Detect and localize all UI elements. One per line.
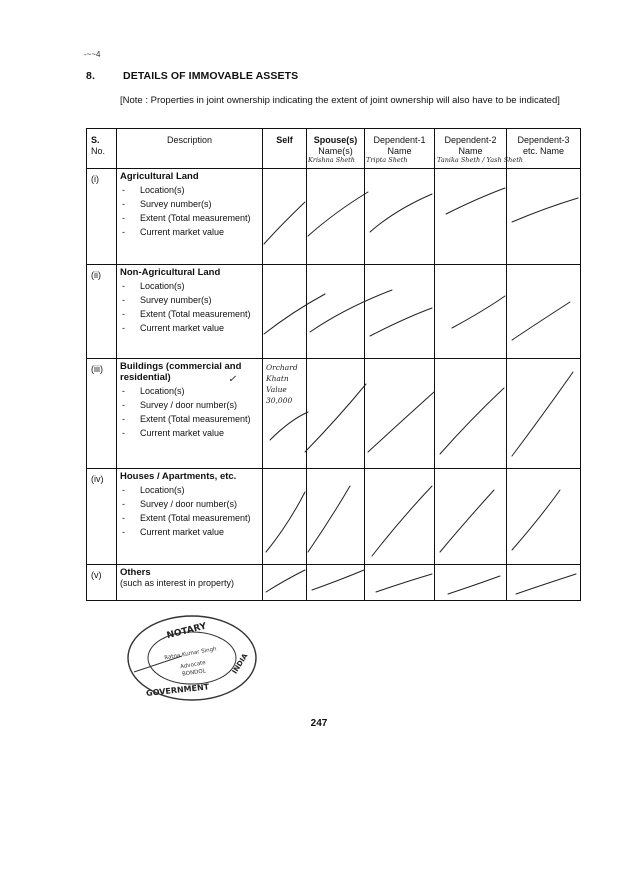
section-number: 8.	[86, 70, 95, 82]
table-row	[87, 169, 581, 265]
cell-dependent-2	[435, 469, 507, 565]
cell-dependent-1	[365, 265, 435, 359]
stamp-bottom-text: GOVERNMENT	[145, 682, 210, 698]
cell-spouse	[307, 565, 365, 601]
field-item: - Location(s)	[120, 485, 259, 496]
field-item: - Current market value	[120, 323, 259, 334]
field-item: - Current market value	[120, 227, 259, 238]
field-item: - Current market value	[120, 527, 259, 538]
header-description: Description	[117, 129, 263, 169]
field-item: - Survey / door number(s)	[120, 400, 259, 411]
handwritten-spouse-name: Krishna Sheth	[308, 156, 355, 164]
cell-dependent-1	[365, 469, 435, 565]
cell-dependent-2	[435, 359, 507, 469]
page-number: 247	[310, 718, 328, 729]
row-number: (ii)	[87, 265, 117, 359]
cell-dependent-3	[507, 169, 581, 265]
header-self: Self	[263, 129, 307, 169]
cell-self	[263, 169, 307, 265]
category-title: Buildings (commercial and residential)	[120, 361, 242, 383]
row-description	[117, 265, 263, 359]
cell-dependent-1	[365, 169, 435, 265]
row-number: (iv)	[87, 469, 117, 565]
cell-spouse	[307, 359, 365, 469]
field-item: - Location(s)	[120, 281, 259, 292]
cell-dependent-2	[435, 565, 507, 601]
field-item: - Survey / door number(s)	[120, 499, 259, 510]
handwritten-dependent-1-name: Tripta Sheth	[366, 156, 408, 164]
stamp-middle-text-1: Ratna Kumar Singh	[163, 646, 218, 662]
header-dependent-2: Dependent-2 Name	[435, 129, 507, 169]
cell-self	[263, 565, 307, 601]
field-item: - Extent (Total measurement)	[120, 213, 259, 224]
row-number: (v)	[87, 565, 117, 601]
row-number: (i)	[87, 169, 117, 265]
stamp-middle-text-2: Advocate	[179, 659, 207, 671]
handwritten-self-buildings-note: Orchard Khatn Value 30,000	[266, 363, 298, 405]
cell-dependent-3	[507, 565, 581, 601]
field-item: - Extent (Total measurement)	[120, 513, 259, 524]
cell-dependent-2	[435, 265, 507, 359]
corner-mark: -~~4	[84, 50, 101, 59]
category-title: Others	[120, 567, 151, 578]
row-description	[117, 565, 263, 601]
stamp-right-text: INDIA	[230, 652, 250, 676]
header-sno: S. No.	[87, 129, 117, 169]
category-subtitle: (such as interest in property)	[120, 578, 235, 588]
handwritten-dependent-2-name: Tanika Sheth / Yash Sheth	[437, 156, 523, 164]
cell-dependent-3	[507, 359, 581, 469]
category-title: Non-Agricultural Land	[120, 267, 221, 278]
section-note: [Note : Properties in joint ownership indicating the extent of joint ownership will also have to be indicated]	[120, 95, 560, 106]
cell-dependent-3	[507, 265, 581, 359]
header-dependent-3: Dependent-3 etc. Name	[507, 129, 581, 169]
field-item: - Location(s)	[120, 386, 259, 397]
section-title: DETAILS OF IMMOVABLE ASSETS	[123, 70, 299, 82]
check-mark-icon: ✓	[228, 374, 237, 385]
table-row	[87, 469, 581, 565]
category-title: Agricultural Land	[120, 171, 199, 182]
stamp-top-text: NOTARY	[165, 621, 208, 642]
cell-dependent-2	[435, 169, 507, 265]
cell-dependent-1	[365, 359, 435, 469]
cell-self	[263, 469, 307, 565]
row-description	[117, 359, 263, 469]
cell-spouse	[307, 469, 365, 565]
cell-self	[263, 265, 307, 359]
field-item: - Location(s)	[120, 185, 259, 196]
cell-dependent-3	[507, 469, 581, 565]
cell-dependent-1	[365, 565, 435, 601]
notary-stamp	[124, 610, 260, 706]
field-item: - Extent (Total measurement)	[120, 414, 259, 425]
section-heading	[86, 70, 298, 82]
table-row	[87, 359, 581, 469]
category-title: Houses / Apartments, etc.	[120, 471, 237, 482]
header-spouse: Spouse(s) Name(s)	[307, 129, 365, 169]
field-item: - Current market value	[120, 428, 259, 439]
stamp-middle-text-3: BONDOL	[181, 668, 207, 678]
table-row	[87, 265, 581, 359]
cell-spouse	[307, 169, 365, 265]
field-item: - Survey number(s)	[120, 199, 259, 210]
field-item: - Extent (Total measurement)	[120, 309, 259, 320]
row-description	[117, 469, 263, 565]
field-item: - Survey number(s)	[120, 295, 259, 306]
row-number: (iii)	[87, 359, 117, 469]
row-description	[117, 169, 263, 265]
table-row	[87, 565, 581, 601]
header-dependent-1: Dependent-1 Name	[365, 129, 435, 169]
immovable-assets-table	[86, 128, 581, 601]
cell-spouse	[307, 265, 365, 359]
